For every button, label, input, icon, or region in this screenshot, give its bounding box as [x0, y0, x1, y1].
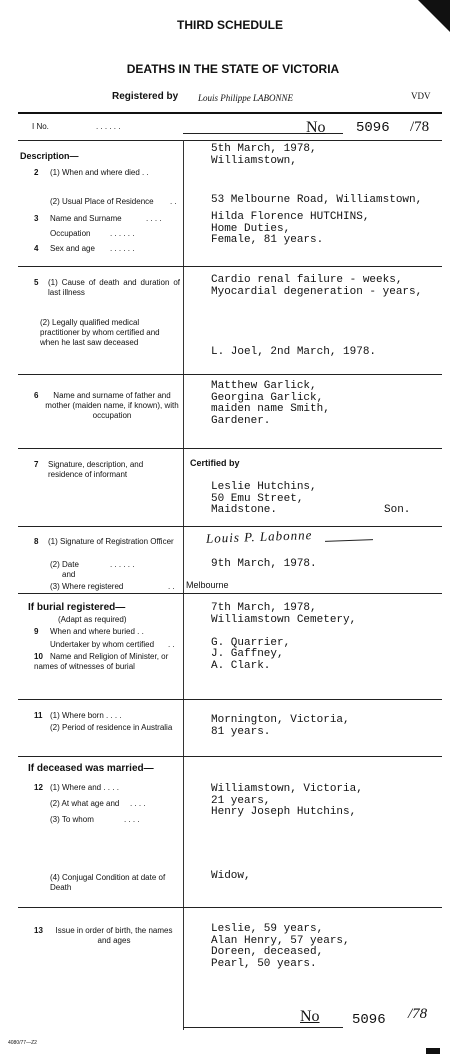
issue-label: Issue in order of birth, the names and ages — [55, 926, 173, 945]
rule-after-informant — [18, 526, 442, 527]
informant-label: Signature, description, and residence of informant — [48, 460, 144, 479]
parents-value: Matthew Garlick, Georgina Garlick, maiden name Smith, Gardener. — [211, 380, 330, 427]
rule-after-registration — [18, 593, 442, 594]
birth-value: Mornington, Victoria, 81 years. — [211, 714, 350, 738]
registration-where-label: (3) Where registered — [50, 582, 124, 591]
registrar-name: Louis Philippe LABONNE — [198, 93, 294, 103]
parents-num: 6 — [34, 391, 39, 400]
informant-relation: Son. — [384, 504, 411, 516]
registered-by-label: Registered by — [112, 91, 179, 102]
burial-value: 7th March, 1978, Williamstown Cemetery, G. Quarrier, J. Gaffney, A. Clark. — [211, 602, 357, 672]
residence-dots: . . — [170, 197, 177, 206]
informant-value: Leslie Hutchins, 50 Emu Street, Maidstone. — [211, 481, 317, 516]
died-value: 5th March, 1978, Williamstown, — [211, 143, 317, 167]
column-divider — [183, 140, 184, 1030]
name-dots: . . . . — [146, 214, 162, 223]
sex-dots: . . . . . . — [110, 244, 135, 253]
number-value: 5096 — [356, 120, 390, 136]
registration-date-label: (2) Date — [50, 560, 79, 569]
footer-underline — [183, 1027, 343, 1028]
marriage-value: Williamstown, Victoria, 21 years, Henry Joseph Hutchins, — [211, 783, 363, 818]
registrar-signature: Louis P. Labonne — [205, 527, 313, 546]
rule-after-cause — [18, 374, 442, 375]
marriage-heading: If deceased was married— — [28, 763, 154, 774]
document-title: DEATHS IN THE STATE OF VICTORIA — [126, 62, 340, 76]
informant-num: 7 — [34, 460, 39, 469]
burial-when-label: 9 When and where buried . . — [34, 627, 144, 636]
birth-where-label: 11 (1) Where born . . . . — [34, 711, 122, 720]
description-heading: Description— — [20, 151, 79, 161]
marriage-age-dots: . . . . — [130, 799, 146, 808]
rule-after-parents — [18, 448, 442, 449]
occupation-label: Occupation — [50, 229, 91, 238]
practitioner-value: L. Joel, 2nd March, 1978. — [211, 346, 377, 358]
died-label: 2 (1) When and where died . . — [34, 168, 149, 177]
name-value: Hilda Florence HUTCHINS, Home Duties, Female, 81 years. — [211, 211, 370, 246]
registration-date: 9th March, 1978. — [211, 558, 317, 570]
burial-adapt-note: (Adapt as required) — [58, 615, 127, 624]
parents-label: Name and surname of father and mother (maiden name, if known), with occupation — [45, 391, 179, 420]
certified-by-label: Certified by — [190, 458, 240, 468]
rule-after-marriage — [18, 907, 442, 908]
print-code: 4080/77—Z2 — [8, 1040, 37, 1046]
residence-value: 53 Melbourne Road, Williamstown, — [211, 194, 423, 206]
rule-after-burial — [18, 699, 442, 700]
cause-num: 5 — [34, 278, 39, 287]
registration-and-label: and — [62, 570, 76, 579]
occupation-dots: . . . . . . — [110, 229, 135, 238]
registration-where-dots: . . — [168, 582, 175, 591]
marriage-age-label: (2) At what age and — [50, 799, 120, 808]
burial-undertaker-dots: . . — [168, 640, 175, 649]
issue-value: Leslie, 59 years, Alan Henry, 57 years, Doreen, deceased, Pearl, 50 years. — [211, 923, 350, 970]
schedule-heading: THIRD SCHEDULE — [176, 18, 283, 32]
bottom-right-mark — [426, 1048, 440, 1054]
conjugal-value: Widow, — [211, 870, 251, 882]
document-code: VDV — [411, 91, 431, 101]
registration-num: 8 — [34, 537, 39, 546]
died-num: 2 — [34, 168, 39, 177]
number-symbol: No — [306, 119, 326, 136]
number-label: I No. — [32, 122, 49, 131]
name-label: 3 Name and Surname — [34, 214, 122, 223]
number-dots: . . . . . . — [96, 122, 121, 131]
rule-after-number — [18, 140, 442, 141]
birth-period-label: (2) Period of residence in Australia — [50, 723, 173, 732]
practitioner-label: (2) Legally qualified medical practitioner by whom certified and when he last saw deceased — [40, 318, 160, 347]
burial-heading: If burial registered— — [28, 602, 126, 613]
conjugal-label: (4) Conjugal Condition at date of Death — [50, 873, 166, 892]
footer-number-value: 5096 — [352, 1012, 386, 1028]
issue-num: 13 — [34, 926, 43, 935]
registration-place: Melbourne — [186, 580, 229, 590]
burial-minister-label: 10 Name and Religion of Minister, or names of witnesses of burial — [34, 652, 169, 671]
top-rule — [18, 112, 442, 114]
cause-label: (1) Cause of death and duration of last illness — [48, 278, 180, 297]
registration-signature-label: (1) Signature of Registration Officer — [48, 537, 174, 546]
rule-after-birth — [18, 756, 442, 757]
burial-undertaker-label: Undertaker by whom certified — [50, 640, 155, 649]
residence-label: (2) Usual Place of Residence — [50, 197, 154, 206]
footer-number-symbol: No — [300, 1008, 320, 1025]
rule-after-description — [18, 266, 442, 267]
marriage-whom-dots: . . . . — [124, 815, 140, 824]
cause-value: Cardio renal failure - weeks, Myocardial degeneration - years, — [211, 274, 423, 298]
number-suffix: /78 — [410, 119, 430, 135]
marriage-whom-label: (3) To whom — [50, 815, 94, 824]
marriage-where-label: 12 (1) Where and . . . . — [34, 783, 119, 792]
registration-date-dots: . . . . . . — [110, 560, 135, 569]
sex-label: 4 Sex and age — [34, 244, 95, 253]
signature-stroke — [325, 539, 373, 542]
footer-number-suffix: /78 — [408, 1006, 428, 1022]
died-text: (1) When and where died — [50, 168, 140, 177]
